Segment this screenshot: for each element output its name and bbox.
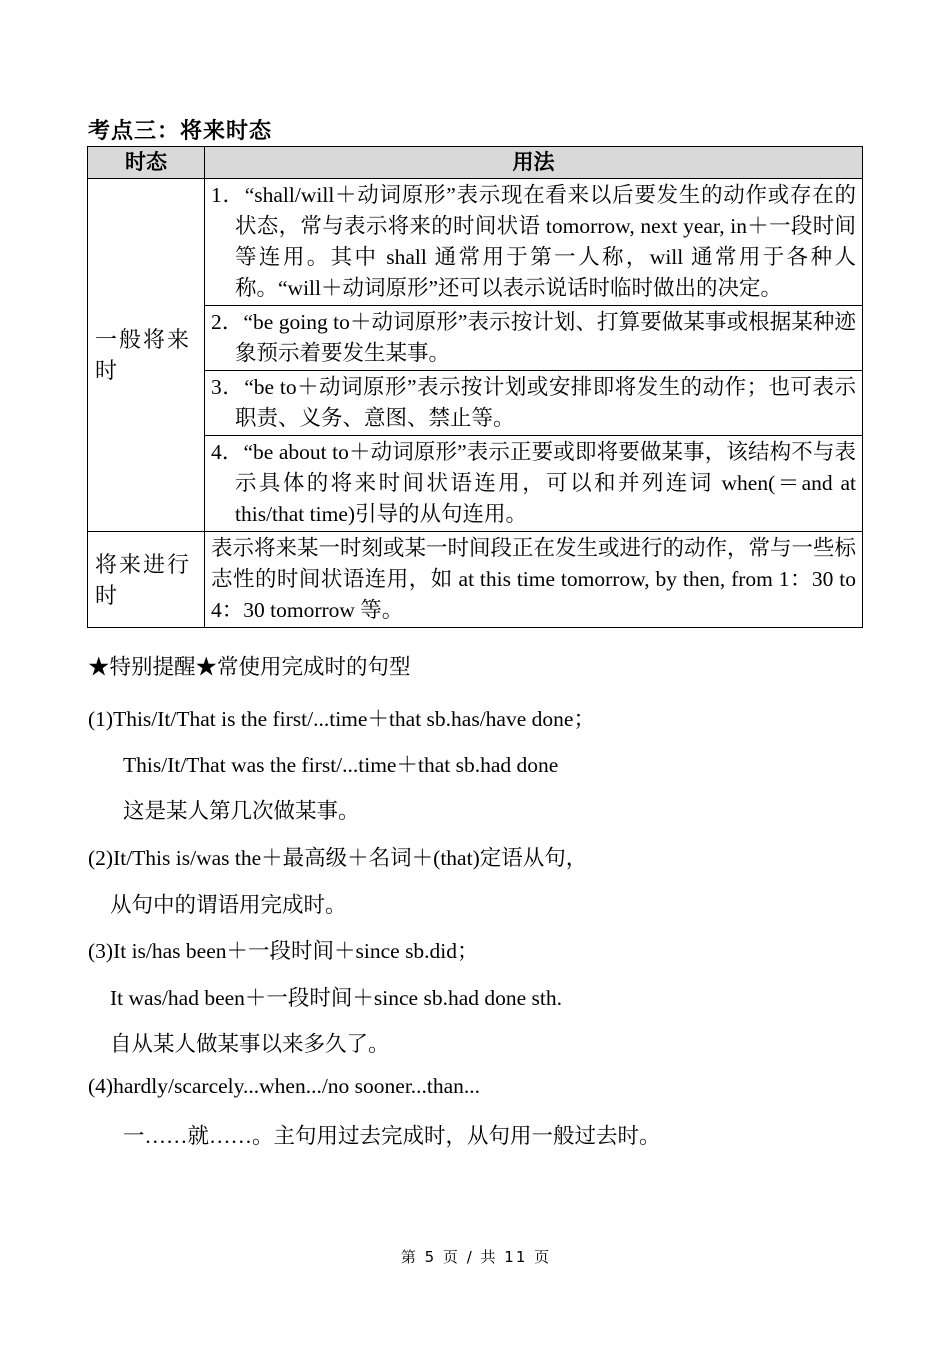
note-line: (4)hardly/scarcely...when.../no sooner...than... [88, 1074, 481, 1098]
usage-3: 3．“be to＋动词原形”表示按计划或安排即将发生的动作；也可表示职责、义务、意图、禁止等。 [211, 375, 856, 430]
table-header-row [88, 147, 863, 179]
usage-cell [205, 371, 863, 436]
table-row [88, 179, 863, 306]
page-footer: 第 5 页 / 共 11 页 [400, 1248, 552, 1266]
usage-continuous: 表示将来某一时刻或某一时间段正在发生或进行的动作，常与一些标志性的时间状语连用，如 at this time tomorrow, by then, from 1：30 to 4：30 tomorrow 等。 [211, 536, 857, 622]
note-line: This/It/That was the first/...time＋that sb.had done [123, 753, 559, 777]
note-line: It was/had been＋一段时间＋since sb.had done sth. [110, 986, 563, 1010]
usage-1: 1．“shall/will＋动词原形”表示现在看来以后要发生的动作或存在的状态，常与表示将来的时间状语 tomorrow, next year, in＋一段时间等连用。其中 shall 通常用于第一人称，will 通常用于各种人称。“will＋动词原形”还可以表示说话时临时做出的决定。 [211, 183, 856, 300]
note-line: (3)It is/has been＋一段时间＋since sb.did； [88, 939, 479, 963]
table-row [88, 371, 863, 436]
header-usage: 用法 [205, 147, 863, 179]
notes-heading: ★特别提醒★常使用完成时的句型 [88, 655, 411, 679]
table-row [88, 436, 863, 532]
usage-4: 4．“be about to＋动词原形”表示正要或即将要做某事，该结构不与表示具体的将来时间状语连用，可以和并列连词 when(＝and at this/that time)引导的从句连用。 [211, 440, 856, 526]
section-title: 考点三：将来时态 [88, 119, 273, 144]
note-line: 一……就……。主句用过去完成时，从句用一般过去时。 [123, 1124, 661, 1148]
tense-future-continuous: 将来进行时 [88, 532, 205, 628]
tense-future-simple: 一般将来时 [88, 179, 205, 532]
usage-cell [205, 436, 863, 532]
note-line: 自从某人做某事以来多久了。 [110, 1032, 390, 1056]
usage-cell [205, 532, 863, 628]
usage-cell [205, 306, 863, 371]
note-line: (1)This/It/That is the first/...time＋that sb.has/have done； [88, 707, 595, 731]
usage-cell [205, 179, 863, 306]
note-line: 从句中的谓语用完成时。 [110, 893, 347, 917]
future-tense-table [87, 146, 863, 628]
header-tense: 时态 [88, 147, 205, 179]
table-row [88, 306, 863, 371]
usage-2: 2．“be going to＋动词原形”表示按计划、打算要做某事或根据某种迹象预示着要发生某事。 [211, 310, 856, 365]
note-line: 这是某人第几次做某事。 [123, 799, 360, 823]
note-line: (2)It/This is/was the＋最高级＋名词＋(that)定语从句， [88, 846, 588, 870]
table-row [88, 532, 863, 628]
